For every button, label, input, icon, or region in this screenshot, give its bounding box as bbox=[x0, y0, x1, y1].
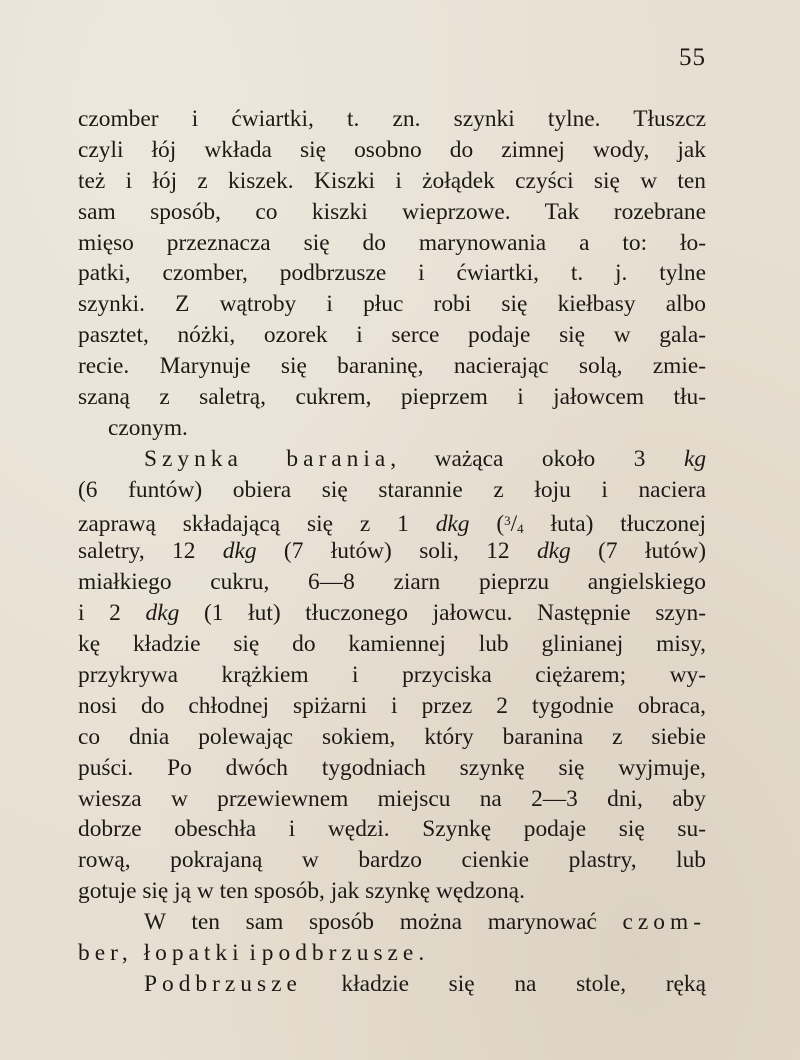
spaced-term: ber, łopatki bbox=[78, 940, 244, 967]
text-line: recie. Marynuje się baraninę, nacierając solą, zmie- bbox=[78, 353, 706, 380]
spaced-term: podbrzusze bbox=[261, 940, 419, 967]
text-line: mięso przeznacza się do marynowania a to: ło- bbox=[78, 229, 706, 256]
text-line: co dnia polewając sokiem, który baranina z siebie bbox=[78, 723, 706, 750]
text-line: czomber i ćwiartki, t. zn. szynki tylne. Tłuszcz bbox=[78, 106, 706, 132]
text-line: sam sposób, co kiszki wieprzowe. Tak rozebrane bbox=[78, 198, 706, 225]
unit-dkg: dkg bbox=[222, 538, 257, 565]
text-line: kę kładzie się do kamiennej lub glinianej misy, bbox=[78, 631, 706, 658]
text-line: nosi do chłodnej spiżarni i przez 2 tygodnie obraca, bbox=[78, 692, 706, 719]
text-line: pasztet, nóżki, ozorek i serce podaje się w gala- bbox=[78, 322, 706, 349]
paragraph-2 bbox=[78, 444, 706, 907]
body-text bbox=[78, 104, 706, 1000]
text-line: (6 funtów) obiera się starannie z łoju i naciera bbox=[78, 476, 706, 503]
text-line: saletry, 12 dkg (7 łutów) soli, 12 dkg (7 łutów) bbox=[78, 538, 707, 565]
unit-kg: kg bbox=[683, 445, 707, 472]
text-line: gotuje się ją w ten sposób, jak szynkę wędzoną. bbox=[78, 878, 525, 905]
paragraph-1 bbox=[78, 104, 706, 444]
text-line: patki, czomber, podbrzusze i ćwiartki, t. j. tylne bbox=[78, 260, 706, 287]
text-line: zaprawą składającą się z 1 dkg ($^3/_4$ łuta) tłuczonej bbox=[78, 510, 707, 537]
unit-dkg: dkg bbox=[536, 538, 571, 565]
page-number: 55 bbox=[679, 44, 706, 71]
fraction-denominator: 4 bbox=[517, 520, 524, 536]
unit-dkg: dkg bbox=[435, 510, 470, 537]
text-line: puści. Po dwóch tygodniach szynkę się wyjmuje, bbox=[78, 754, 706, 781]
paragraph-3 bbox=[78, 907, 706, 969]
text-line: miałkiego cukru, 6—8 ziarn pieprzu angielskiego bbox=[78, 569, 706, 596]
text-line: dobrze obeschła i wędzi. Szynkę podaje się su- bbox=[78, 816, 706, 843]
text-line: też i łój z kiszek. Kiszki i żołądek czyści się w ten bbox=[78, 167, 706, 194]
text-line: szaną z saletrą, cukrem, pieprzem i jałowcem tłu- bbox=[78, 384, 706, 411]
text-line: szynki. Z wątroby i płuc robi się kiełbasy albo bbox=[78, 291, 706, 318]
text-line: wiesza w przewiewnem miejscu na 2—3 dni, aby bbox=[78, 785, 706, 812]
recipe-term: Szynka barania bbox=[144, 445, 391, 472]
recipe-term: Podbrzusze bbox=[144, 970, 302, 997]
text-line: przykrywa krążkiem i przyciska ciężarem; wy- bbox=[78, 662, 706, 689]
text-line: Podbrzusze kładzie się na stole, ręką bbox=[144, 970, 706, 997]
text-line: Szynka barania, ważąca około 3 kg bbox=[144, 445, 707, 472]
text-line: ber, łopatki i podbrzusze. bbox=[78, 940, 425, 967]
text-line: W ten sam sposób można marynować czom- bbox=[144, 909, 706, 936]
spaced-term: czom- bbox=[622, 909, 706, 936]
paragraph-4 bbox=[78, 969, 706, 1000]
text-line: rową, pokrajaną w bardzo cienkie plastry, lub bbox=[78, 847, 706, 874]
text-line: czyli łój wkłada się osobno do zimnej wody, jak bbox=[78, 136, 706, 163]
fraction-numerator: 3 bbox=[504, 512, 511, 528]
text-line: i 2 dkg (1 łut) tłuczonego jałowcu. Następnie szyn- bbox=[78, 600, 706, 627]
text-line: czonym. bbox=[108, 414, 188, 441]
unit-dkg: dkg bbox=[145, 600, 180, 627]
